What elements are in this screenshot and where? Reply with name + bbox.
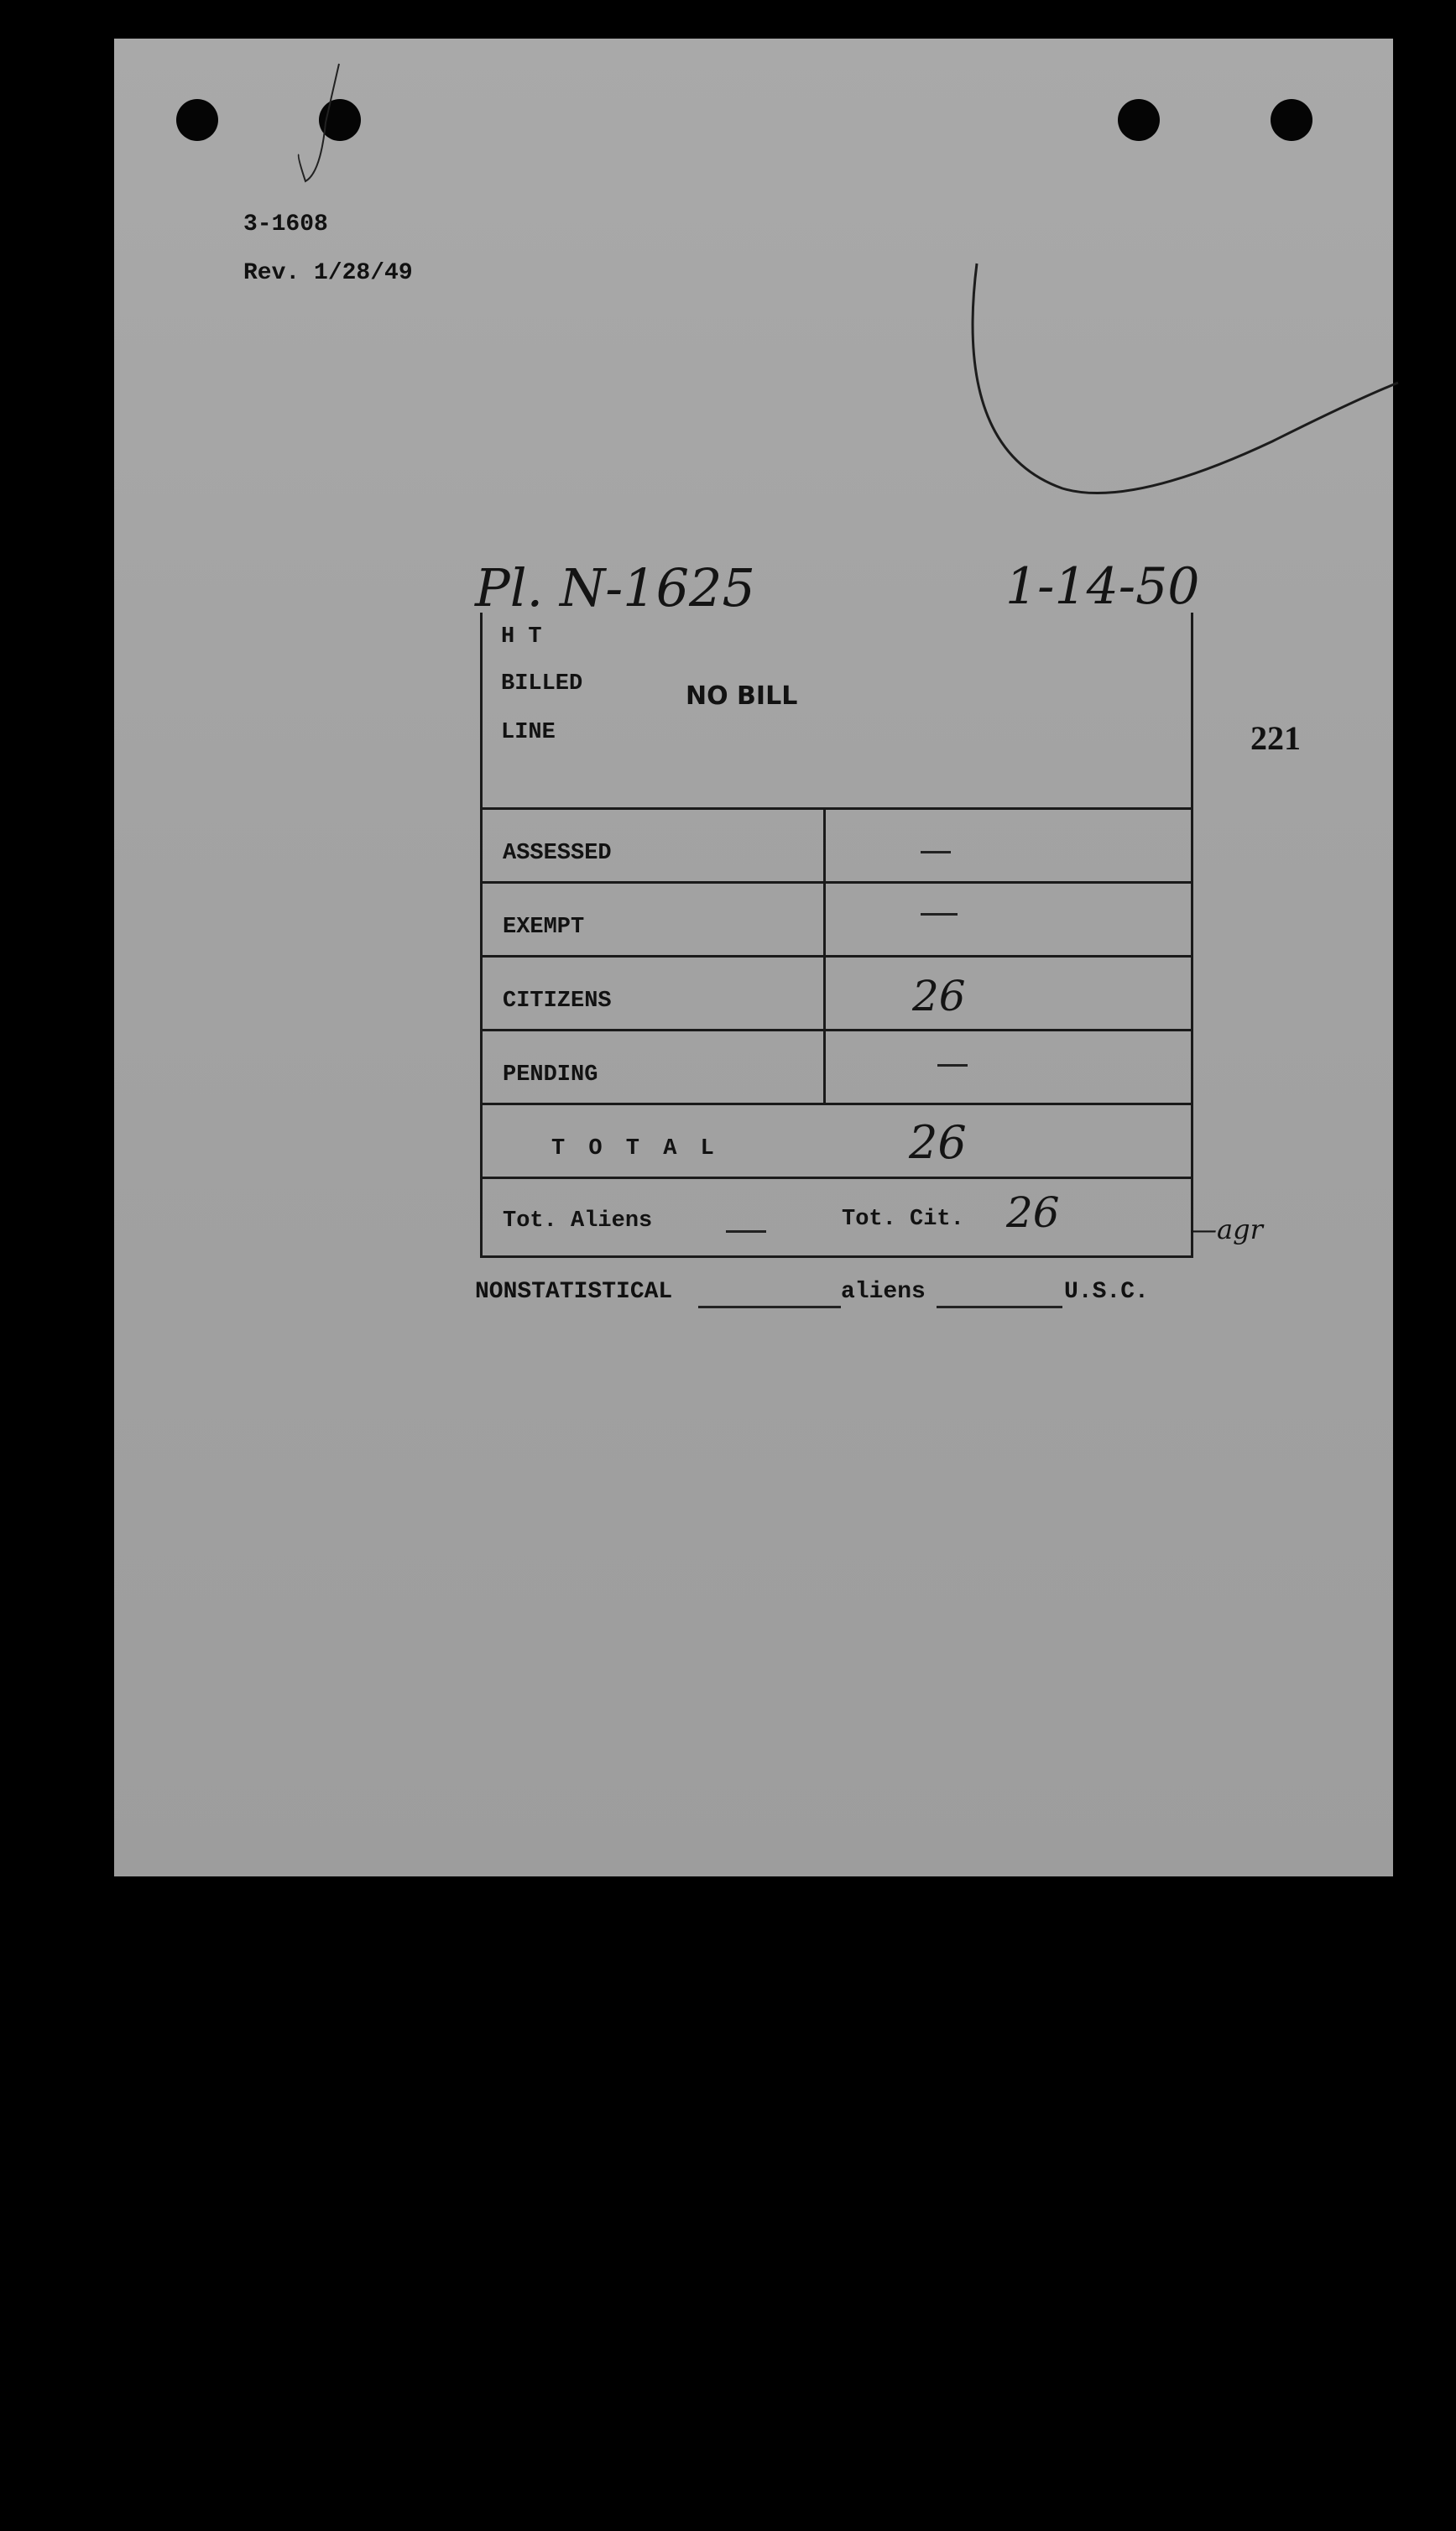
row-label-pending: PENDING (503, 1062, 598, 1088)
row-value-pending (937, 1064, 968, 1067)
divider (483, 881, 1191, 884)
page-number: 221 (1250, 719, 1301, 757)
nonstatistical-label: NONSTATISTICAL (475, 1279, 673, 1305)
nonstatistical-blank (698, 1306, 841, 1308)
usc-label: U.S.C. (1064, 1279, 1149, 1305)
pencil-stroke (853, 257, 1406, 542)
aliens-blank (937, 1306, 1062, 1308)
punch-hole (176, 99, 218, 141)
header-line-1: H T (501, 624, 542, 650)
row-label-exempt: EXEMPT (503, 915, 585, 940)
row-label-assessed: ASSESSED (503, 841, 612, 866)
divider (483, 807, 1191, 810)
total-citizens-value: 26 (1006, 1188, 1060, 1237)
divider (483, 1029, 1191, 1031)
divider (483, 1103, 1191, 1105)
punch-hole (1118, 99, 1160, 141)
total-citizens-label: Tot. Cit. (842, 1207, 964, 1232)
total-aliens-value (726, 1230, 766, 1233)
no-bill-stamp: NO BILL (686, 681, 798, 711)
row-value-citizens: 26 (912, 972, 966, 1020)
punch-hole (1271, 99, 1312, 141)
row-value-assessed (921, 851, 951, 853)
row-label-citizens: CITIZENS (503, 989, 612, 1014)
column-divider (823, 807, 826, 1103)
initials: —agr (1190, 1213, 1263, 1245)
total-value: 26 (909, 1116, 967, 1169)
check-mark (290, 55, 357, 206)
divider (483, 955, 1191, 958)
aliens-label: aliens (841, 1279, 926, 1305)
total-aliens-label: Tot. Aliens (503, 1208, 653, 1234)
revision-date: Rev. 1/28/49 (243, 260, 413, 286)
row-value-exempt (921, 913, 958, 916)
handwritten-date: 1-14-50 (1005, 557, 1200, 616)
total-label: T O T A L (551, 1136, 719, 1161)
header-line-3: LINE (501, 720, 556, 745)
tally-form (480, 613, 1193, 1258)
divider (483, 1177, 1191, 1179)
form-code: 3-1608 (243, 211, 328, 237)
header-line-2: BILLED (501, 671, 583, 697)
plate-number: Pl. N-1625 (475, 557, 755, 618)
